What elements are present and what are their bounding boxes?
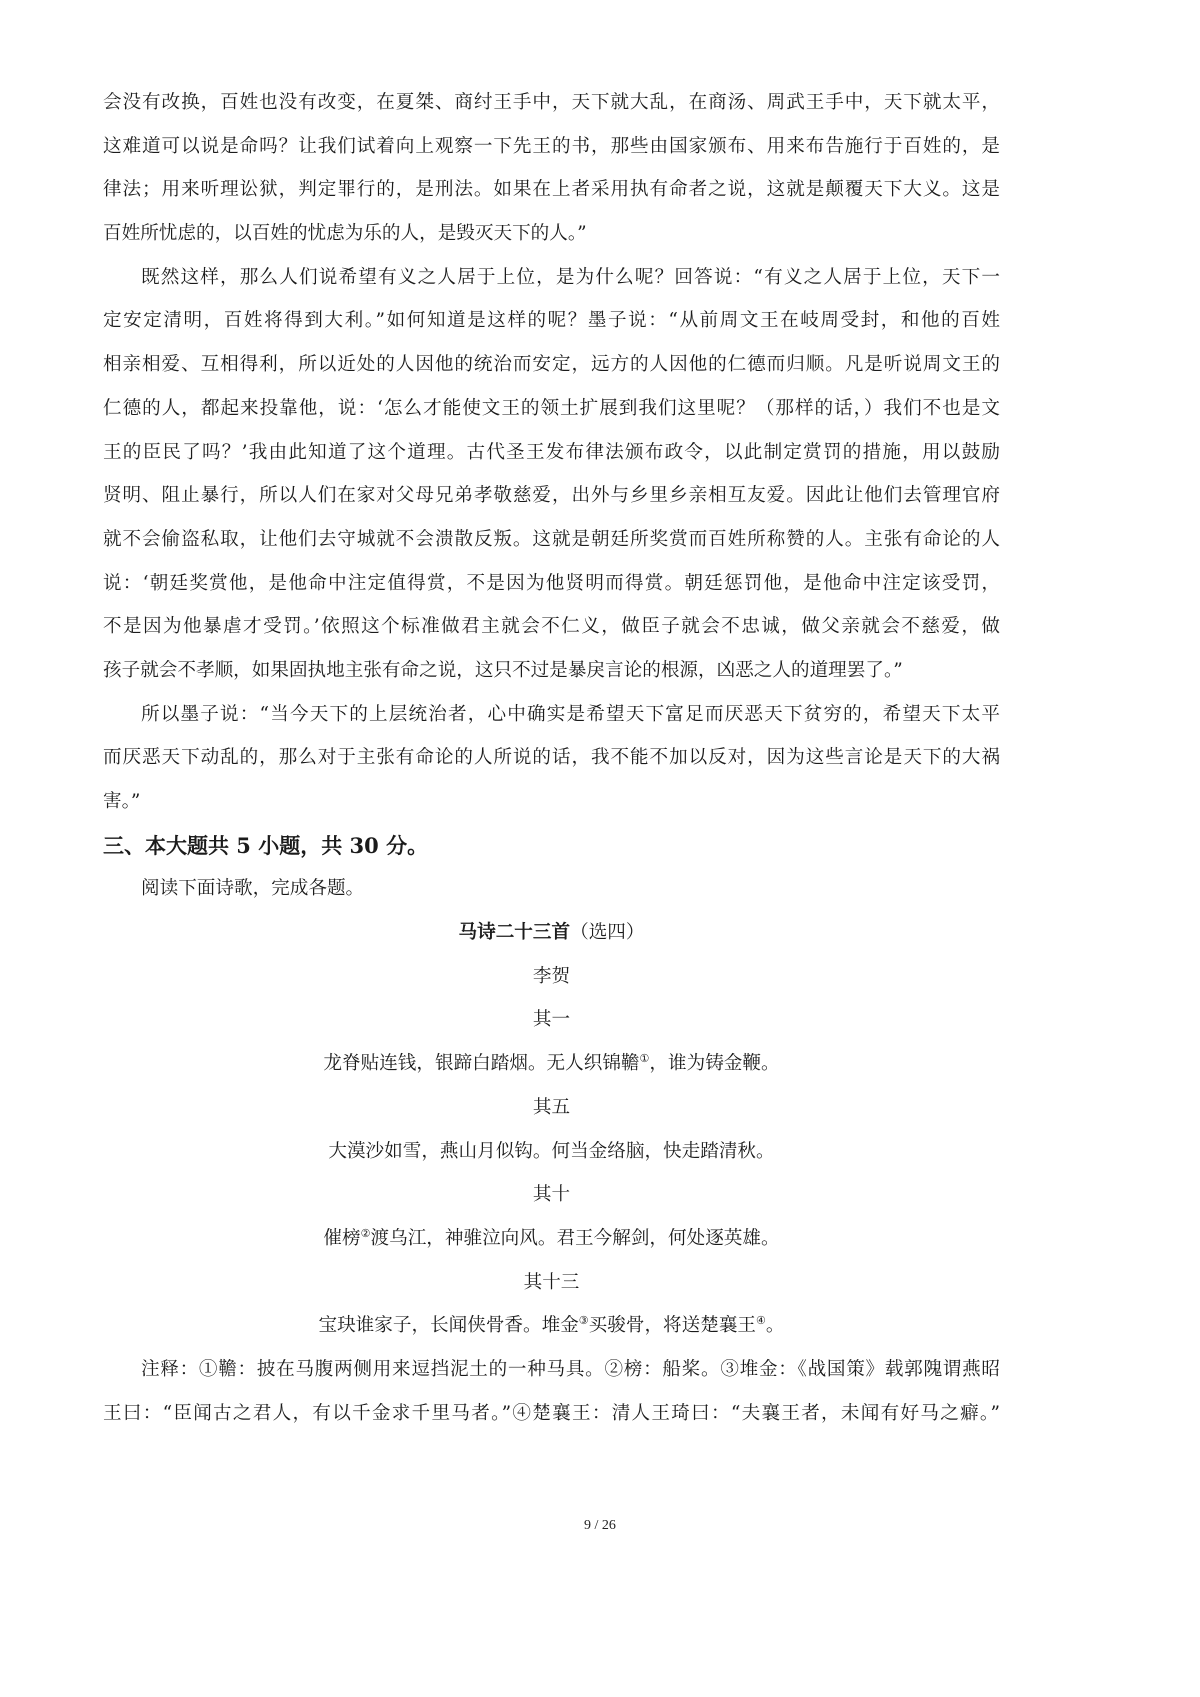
stanza-text: [103, 1304, 1000, 1348]
stanza-text-part: ，谁为铸金鞭。: [649, 1053, 780, 1075]
footnote-marker: ②: [360, 1226, 371, 1240]
paragraph-1-line: 这难道可以说是命吗？让我们试着向上观察一下先王的书，那些由国家颁布、用来布告施行于百姓的，是: [103, 135, 1000, 157]
paragraph-3-line: 所以墨子说：“当今天下的上层统治者，心中确实是希望天下富足而厌恶天下贫穷的，希望天下太平: [141, 703, 1000, 725]
section-heading: 三、本大题共 5 小题，共 30 分。: [103, 832, 429, 858]
stanza-label: 其五: [532, 1096, 571, 1118]
page-number: 9 / 26: [584, 1518, 616, 1533]
stanza-text-part: 催榜: [323, 1227, 361, 1249]
stanza-label: 其十三: [523, 1271, 580, 1293]
stanza-text-part: 大漠沙如雪，燕山月似钩。何当金络脑，快走踏清秋。: [328, 1140, 775, 1162]
paragraph-2-line: 仁德的人，都起来投靠他，说：‘怎么才能使文王的领土扩展到我们这里呢？（那样的话，）我们不也是文: [103, 397, 1000, 419]
section-instruction: 阅读下面诗歌，完成各题。: [141, 878, 365, 900]
paragraph-2-line: 王的臣民了吗？’我由此知道了这个道理。古代圣王发布律法颁布政令，以此制定赏罚的措施，用以鼓励: [103, 441, 1000, 463]
paragraph-1-line: 百姓所忧虑的，以百姓的忧虑为乐的人，是毁灭天下的人。”: [103, 223, 587, 245]
stanza-label: 其十: [532, 1184, 571, 1206]
stanza-text: [103, 1217, 1000, 1261]
poem-notes: [103, 1348, 1000, 1435]
stanza-text-part: 买骏骨，将送楚襄王: [588, 1315, 757, 1337]
notes-line: 注释：①韂：披在马腹两侧用来逗挡泥土的一种马具。②榜：船桨。③堆金：《战国策》载郭隗谓燕昭: [141, 1358, 1000, 1380]
stanza-text-part: 宝玦谁家子，长闻侠骨香。堆金: [318, 1315, 579, 1337]
paragraph-3-line: 而厌恶天下动乱的，那么对于主张有命论的人所说的话，我不能不加以反对，因为这些言论是天下的大祸: [103, 747, 1000, 769]
poem-title-suffix: （选四）: [570, 922, 645, 944]
poem-title-line: [103, 911, 1000, 955]
paragraph-2-line: 贤明、阻止暴行，所以人们在家对父母兄弟孝敬慈爱，出外与乡里乡亲相互友爱。因此让他们去管理官府: [103, 485, 1000, 507]
footnote-marker: ①: [639, 1052, 650, 1066]
footnote-marker: ③: [578, 1314, 589, 1328]
page-content: [103, 81, 1000, 1435]
stanza-text-part: 渡乌江，神骓泣向风。君王今解剑，何处逐英雄。: [370, 1227, 780, 1249]
stanza-text-part: 龙脊贴连钱，银蹄白踏烟。无人织锦韂: [323, 1053, 640, 1075]
stanza-text: [103, 1042, 1000, 1086]
stanza-label: 其一: [532, 1009, 571, 1031]
paragraph-2-line: 孩子就会不孝顺，如果固执地主张有命之说，这只不过是暴戾言论的根源，凶恶之人的道理罢了。”: [103, 659, 903, 681]
poem: [103, 911, 1000, 1348]
passage-paragraph-2: [103, 256, 1000, 693]
poem-author: 李贺: [532, 965, 571, 987]
paragraph-1-line: 会没有改换，百姓也没有改变，在夏桀、商纣王手中，天下就大乱，在商汤、周武王手中，天下就太平，: [103, 92, 1000, 113]
paragraph-2-line: 相亲相爱、互相得利，所以近处的人因他的统治而安定，远方的人因他的仁德而归顺。凡是听说周文王的: [103, 354, 1000, 376]
paragraph-2-line: 既然这样，那么人们说希望有义之人居于上位，是为什么呢？回答说：“有义之人居于上位，天下一: [141, 266, 1000, 288]
paragraph-2-line: 就不会偷盗私取，让他们去守城就不会溃散反叛。这就是朝廷所奖赏而百姓所称赞的人。主张有命论的人: [103, 528, 1000, 550]
stanza-text-part: 。: [765, 1315, 785, 1337]
poem-title: 马诗二十三首: [458, 922, 571, 944]
stanza-text: [103, 1130, 1000, 1174]
paragraph-2-line: 定安定清明，百姓将得到大利。”如何知道是这样的呢？墨子说：“从前周文王在岐周受封，和他的百姓: [103, 310, 1000, 332]
passage-paragraph-1: [103, 81, 1000, 256]
paragraph-2-line: 不是因为他暴虐才受罚。’依照这个标准做君主就会不仁义，做臣子就会不忠诚，做父亲就会不慈爱，做: [103, 616, 1000, 638]
passage-paragraph-3: [103, 693, 1000, 824]
paragraph-1-line: 律法；用来听理讼狱，判定罪行的，是刑法。如果在上者采用执有命者之说，这就是颠覆天下大义。这是: [103, 179, 1000, 201]
paragraph-3-line: 害。”: [103, 791, 141, 812]
notes-line: 王曰：“臣闻古之君人，有以千金求千里马者。”④楚襄王：清人王琦曰：“夫襄王者，未闻有好马之癖。”: [103, 1402, 1000, 1424]
footnote-marker: ④: [756, 1314, 766, 1328]
paragraph-2-line: 说：‘朝廷奖赏他，是他命中注定值得赏，不是因为他贤明而得赏。朝廷惩罚他，是他命中注定该受罚，: [103, 572, 1000, 594]
